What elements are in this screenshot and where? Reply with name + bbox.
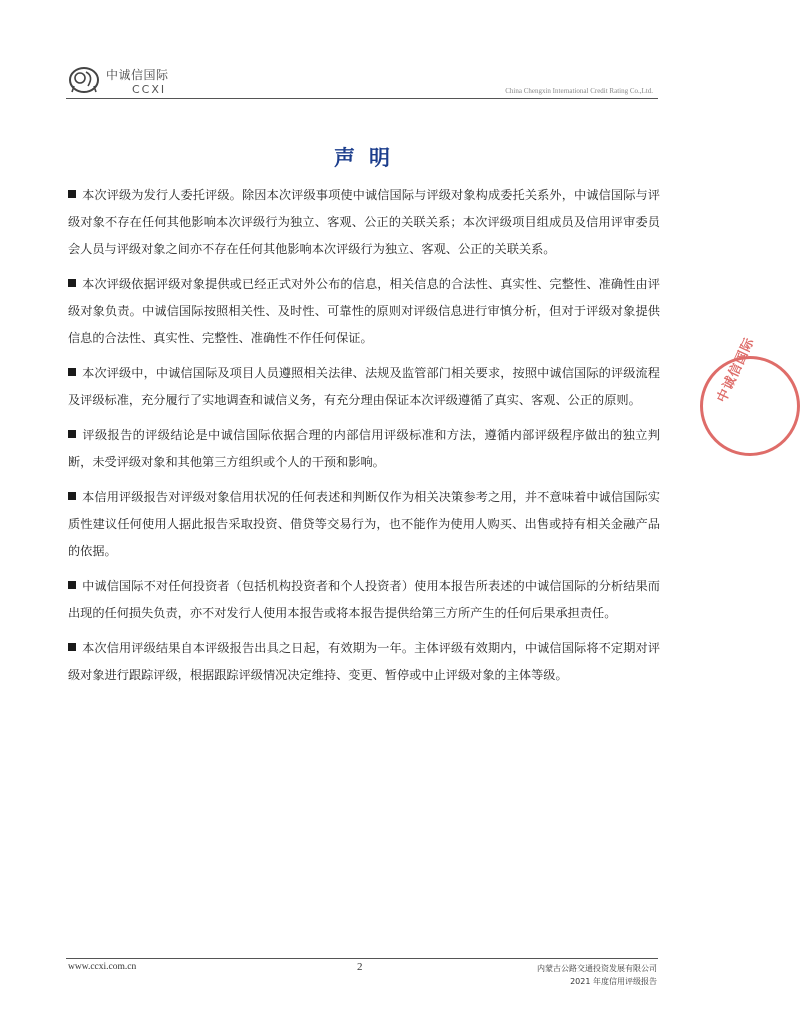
footer-report-title: 2021 年度信用评级报告	[570, 977, 657, 986]
statement-paragraph: 本次评级依据评级对象提供或已经正式对外公布的信息，相关信息的合法性、真实性、完整性、准确性由评级对象负责。中诚信国际按照相关性、及时性、可靠性的原则对评级信息进行审慎分析，但对于评级对象提供信息的合法性、真实性、完整性、准确性不作任何保证。	[68, 277, 660, 345]
statement-body	[68, 182, 660, 697]
bullet-square-icon	[68, 492, 76, 500]
page-title: 声明	[334, 146, 404, 170]
footer-divider	[66, 958, 658, 959]
statement-paragraph: 本次评级为发行人委托评级。除因本次评级事项使中诚信国际与评级对象构成委托关系外，中诚信国际与评级对象不存在任何其他影响本次评级行为独立、客观、公正的关联关系；本次评级项目组成员及信用评审委员会人员与评级对象之间亦不存在任何其他影响本次评级行为独立、客观、公正的关联关系。	[68, 188, 660, 256]
company-seal-stamp	[700, 335, 800, 456]
bullet-square-icon	[68, 581, 76, 589]
statement-paragraph: 本次评级中，中诚信国际及项目人员遵照相关法律、法规及监管部门相关要求，按照中诚信国际的评级流程及评级标准，充分履行了实地调查和诚信义务，有充分理由保证本次评级遵循了真实、客观、公正的原则。	[68, 366, 660, 407]
header-company-english: China Chengxin International Credit Rating Co.,Ltd.	[505, 87, 653, 95]
bullet-square-icon	[68, 368, 76, 376]
page-number: 2	[357, 961, 363, 973]
statement-paragraph: 本信用评级报告对评级对象信用状况的任何表述和判断仅作为相关决策参考之用，并不意味着中诚信国际实质性建议任何使用人据此报告采取投资、借贷等交易行为，也不能作为使用人购买、出售或持有相关金融产品的依据。	[68, 490, 660, 558]
statement-paragraph: 评级报告的评级结论是中诚信国际依据合理的内部信用评级标准和方法，遵循内部评级程序做出的独立判断，未受评级对象和其他第三方组织或个人的干预和影响。	[68, 428, 660, 469]
statement-paragraph: 中诚信国际不对任何投资者（包括机构投资者和个人投资者）使用本报告所表述的中诚信国际的分析结果而出现的任何损失负责，亦不对发行人使用本报告或将本报告提供给第三方所产生的任何后果承担责任。	[68, 579, 660, 620]
seal-text: 中诚信国际	[714, 335, 758, 406]
bullet-square-icon	[68, 279, 76, 287]
logo-english-name: CCXI	[132, 83, 167, 96]
ccxi-logo	[66, 62, 186, 100]
logo-chinese-name: 中诚信国际	[106, 68, 169, 82]
bullet-square-icon	[68, 643, 76, 651]
bullet-square-icon	[68, 190, 76, 198]
footer-report-info	[537, 962, 657, 988]
footer-company: 内蒙古公路交通投资发展有限公司	[537, 964, 657, 973]
header-divider	[66, 98, 658, 99]
footer-website: www.ccxi.com.cn	[68, 962, 137, 972]
statement-paragraph: 本次信用评级结果自本评级报告出具之日起，有效期为一年。主体评级有效期内，中诚信国际将不定期对评级对象进行跟踪评级，根据跟踪评级情况决定维持、变更、暂停或中止评级对象的主体等级。	[68, 641, 660, 682]
bullet-square-icon	[68, 430, 76, 438]
ccxi-logo-icon	[66, 64, 102, 96]
